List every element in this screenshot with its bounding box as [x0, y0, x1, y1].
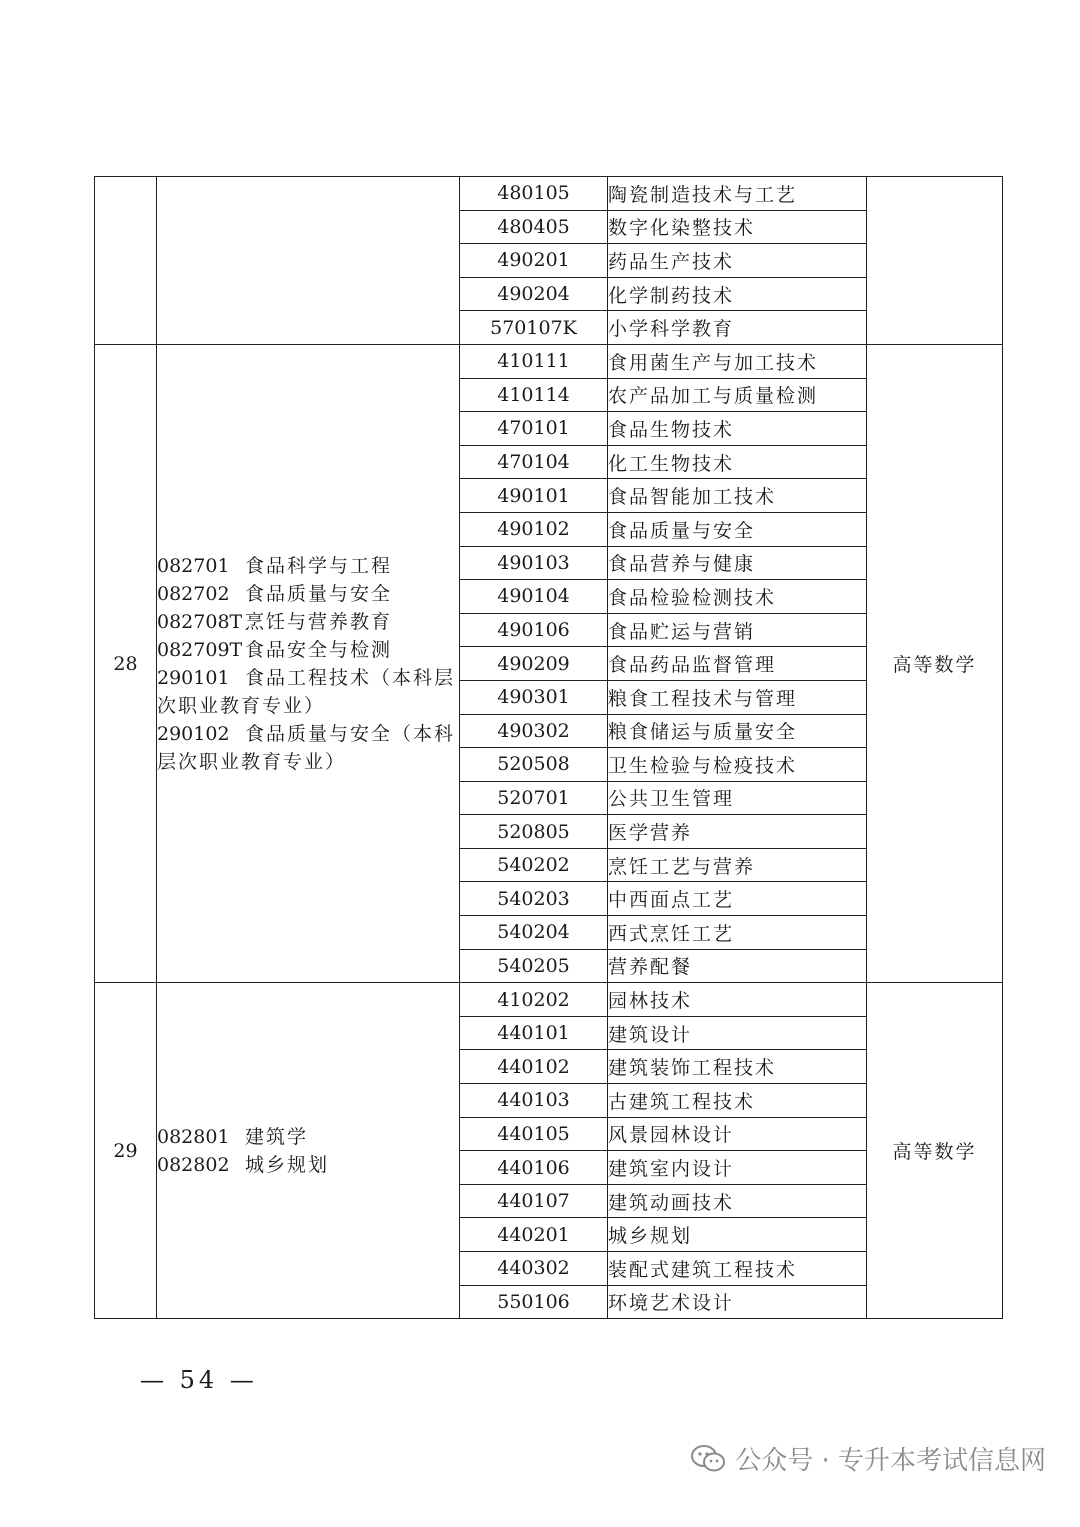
undergrad-major-code: 082802 — [157, 1153, 230, 1176]
vocational-name: 化学制药技术 — [608, 277, 867, 311]
vocational-name: 建筑装饰工程技术 — [608, 1050, 867, 1084]
vocational-name: 西式烹饪工艺 — [608, 916, 867, 950]
vocational-name: 药品生产技术 — [608, 244, 867, 278]
undergrad-major — [157, 1123, 459, 1151]
undergrad-major — [157, 580, 459, 608]
undergrad-major-code: 082708T — [157, 610, 243, 633]
vocational-name: 食品营养与健康 — [608, 546, 867, 580]
exam-subject: 高等数学 — [867, 983, 1003, 1319]
vocational-name: 食品质量与安全 — [608, 512, 867, 546]
vocational-code: 540205 — [460, 949, 608, 983]
undergrad-major — [157, 1151, 459, 1179]
undergrad-major-name: 食品科学与工程 — [245, 554, 393, 577]
vocational-name: 环境艺术设计 — [608, 1285, 867, 1319]
vocational-code: 570107K — [460, 311, 608, 345]
vocational-code: 550106 — [460, 1285, 608, 1319]
vocational-code: 490209 — [460, 647, 608, 681]
vocational-name: 小学科学教育 — [608, 311, 867, 345]
vocational-code: 470104 — [460, 445, 608, 479]
undergrad-major-code: 082709T — [157, 638, 243, 661]
vocational-code: 470101 — [460, 412, 608, 446]
undergrad-majors-cell — [157, 177, 460, 345]
watermark — [691, 1440, 1046, 1477]
vocational-code: 520805 — [460, 815, 608, 849]
vocational-code: 440101 — [460, 1016, 608, 1050]
vocational-name: 食品贮运与营销 — [608, 613, 867, 647]
vocational-name: 烹饪工艺与营养 — [608, 848, 867, 882]
table-row — [95, 177, 1003, 211]
undergrad-major-name: 食品安全与检测 — [245, 638, 393, 661]
vocational-name: 食品智能加工技术 — [608, 479, 867, 513]
vocational-code: 490101 — [460, 479, 608, 513]
vocational-code: 440106 — [460, 1151, 608, 1185]
undergrad-major-code: 290101 — [157, 666, 230, 689]
vocational-name: 陶瓷制造技术与工艺 — [608, 177, 867, 211]
vocational-name: 城乡规划 — [608, 1218, 867, 1252]
vocational-name: 食品检验检测技术 — [608, 580, 867, 614]
undergrad-majors-cell — [157, 344, 460, 982]
vocational-name: 建筑室内设计 — [608, 1151, 867, 1185]
vocational-name: 食品药品监督管理 — [608, 647, 867, 681]
undergrad-major — [157, 636, 459, 664]
vocational-name: 粮食储运与质量安全 — [608, 714, 867, 748]
undergrad-major-name: 建筑学 — [245, 1125, 309, 1148]
vocational-code: 520701 — [460, 781, 608, 815]
undergrad-major — [157, 720, 459, 776]
vocational-code: 440201 — [460, 1218, 608, 1252]
majors-table — [94, 176, 1003, 1319]
vocational-name: 装配式建筑工程技术 — [608, 1252, 867, 1286]
undergrad-major-name: 食品质量与安全 — [245, 582, 393, 605]
vocational-code: 440102 — [460, 1050, 608, 1084]
watermark-text: 公众号 · 专升本考试信息网 — [735, 1446, 1046, 1476]
vocational-name: 医学营养 — [608, 815, 867, 849]
table-row — [95, 983, 1003, 1017]
vocational-code: 490201 — [460, 244, 608, 278]
undergrad-major-name: 食品质量与安全（本科层次职业教育专业） — [157, 722, 456, 773]
vocational-code: 540203 — [460, 882, 608, 916]
vocational-code: 410111 — [460, 344, 608, 378]
vocational-code: 480105 — [460, 177, 608, 211]
vocational-code: 520508 — [460, 748, 608, 782]
vocational-code: 440107 — [460, 1184, 608, 1218]
group-number: 28 — [95, 344, 157, 982]
vocational-name: 营养配餐 — [608, 949, 867, 983]
vocational-name: 建筑动画技术 — [608, 1184, 867, 1218]
vocational-code: 440105 — [460, 1117, 608, 1151]
vocational-name: 数字化染整技术 — [608, 210, 867, 244]
vocational-code: 490103 — [460, 546, 608, 580]
undergrad-major — [157, 608, 459, 636]
vocational-code: 490106 — [460, 613, 608, 647]
group-number — [95, 177, 157, 345]
vocational-name: 食用菌生产与加工技术 — [608, 344, 867, 378]
vocational-code: 540202 — [460, 848, 608, 882]
vocational-name: 古建筑工程技术 — [608, 1084, 867, 1118]
vocational-code: 440302 — [460, 1252, 608, 1286]
undergrad-major-name: 食品工程技术（本科层次职业教育专业） — [157, 666, 456, 717]
vocational-code: 440103 — [460, 1084, 608, 1118]
vocational-code: 490204 — [460, 277, 608, 311]
exam-subject: 高等数学 — [867, 344, 1003, 982]
vocational-name: 建筑设计 — [608, 1016, 867, 1050]
vocational-name: 粮食工程技术与管理 — [608, 680, 867, 714]
vocational-code: 490102 — [460, 512, 608, 546]
undergrad-major-name: 城乡规划 — [245, 1153, 330, 1176]
vocational-name: 中西面点工艺 — [608, 882, 867, 916]
vocational-name: 风景园林设计 — [608, 1117, 867, 1151]
undergrad-major-name: 烹饪与营养教育 — [245, 610, 393, 633]
vocational-code: 410114 — [460, 378, 608, 412]
vocational-name: 园林技术 — [608, 983, 867, 1017]
undergrad-majors-cell — [157, 983, 460, 1319]
vocational-code: 540204 — [460, 916, 608, 950]
undergrad-major — [157, 664, 459, 720]
undergrad-major-code: 290102 — [157, 722, 230, 745]
vocational-code: 490104 — [460, 580, 608, 614]
undergrad-major-code: 082701 — [157, 554, 230, 577]
vocational-code: 490302 — [460, 714, 608, 748]
table-row — [95, 344, 1003, 378]
wechat-icon — [691, 1445, 725, 1473]
undergrad-major — [157, 552, 459, 580]
undergrad-major-code: 082702 — [157, 582, 230, 605]
vocational-code: 480405 — [460, 210, 608, 244]
exam-subject — [867, 177, 1003, 345]
vocational-name: 卫生检验与检疫技术 — [608, 748, 867, 782]
vocational-name: 食品生物技术 — [608, 412, 867, 446]
vocational-code: 410202 — [460, 983, 608, 1017]
vocational-code: 490301 — [460, 680, 608, 714]
undergrad-major-code: 082801 — [157, 1125, 230, 1148]
vocational-name: 农产品加工与质量检测 — [608, 378, 867, 412]
group-number: 29 — [95, 983, 157, 1319]
vocational-name: 化工生物技术 — [608, 445, 867, 479]
vocational-name: 公共卫生管理 — [608, 781, 867, 815]
page-number: — 54 — — [140, 1366, 258, 1394]
table-body — [95, 177, 1003, 1319]
